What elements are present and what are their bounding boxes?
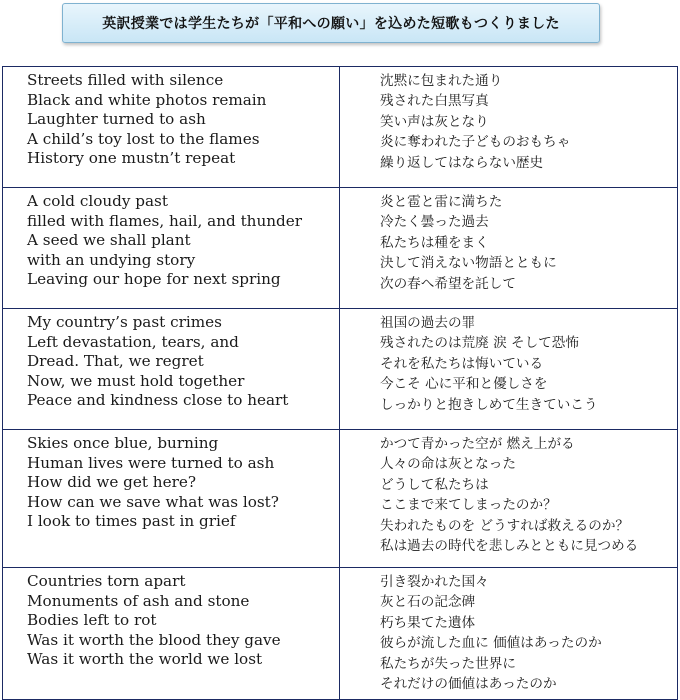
english-line: Left devastation, tears, and (27, 332, 239, 351)
japanese-line: かつて青かった空が 燃え上がる (380, 436, 575, 452)
japanese-line: 彼らが流した血に 価値はあったのか (380, 635, 602, 652)
stanza-row (3, 67, 678, 188)
japanese-line: ここまで来てしまったのか？ (380, 497, 557, 514)
japanese-line: 人々の命は灰となった (380, 456, 516, 473)
english-line: Was it worth the world we lost (27, 650, 263, 669)
japanese-line: 炎に奪われた子どものおもちゃ (380, 134, 571, 151)
english-line: Now, we must hold together (27, 371, 245, 390)
japanese-line: しっかりと抱きしめて生きていこう (380, 396, 598, 413)
japanese-line: 祖国の過去の罪 (380, 315, 476, 331)
japanese-line: 私たちは種をまく (380, 234, 489, 251)
japanese-line: どうして私たちは (380, 476, 489, 493)
japanese-stanza (340, 67, 678, 188)
english-stanza (3, 430, 340, 568)
english-line: Monuments of ash and stone (27, 591, 250, 610)
english-line: Streets filled with silence (27, 71, 224, 89)
japanese-line: それを私たちは悔いている (380, 355, 544, 372)
japanese-line: 灰と石の記念碑 (380, 594, 476, 611)
stanza-row (3, 430, 678, 568)
poem-table (2, 66, 678, 700)
japanese-line: 残された白黒写真 (380, 93, 489, 110)
english-line: filled with flames, hail, and thunder (27, 211, 302, 230)
english-line: Human lives were turned to ash (27, 453, 275, 472)
stanza-row (3, 188, 678, 309)
english-line: History one mustn’t repeat (27, 149, 236, 168)
japanese-line: 炎と雹と雷に満ちた (380, 194, 503, 210)
english-line: Countries torn apart (27, 572, 186, 590)
japanese-line: 決して消えない物語とともに (380, 255, 557, 272)
english-stanza (3, 568, 340, 700)
japanese-line: 私たちが失った世界に (380, 655, 516, 672)
japanese-stanza (340, 188, 678, 309)
stanza-row (3, 309, 678, 430)
english-line: Bodies left to rot (27, 611, 157, 630)
english-line: My country’s past crimes (27, 313, 222, 331)
title-banner (62, 3, 600, 43)
english-line: A seed we shall plant (27, 231, 191, 250)
english-line: Leaving our hope for next spring (27, 270, 281, 289)
english-stanza (3, 188, 340, 309)
english-line: A cold cloudy past (27, 192, 168, 210)
japanese-line: 繰り返してはならない歴史 (380, 154, 544, 171)
japanese-line: 残されたのは荒廃 涙 そして恐怖 (380, 335, 579, 352)
english-line: Skies once blue, burning (27, 434, 219, 452)
english-line: with an undying story (27, 250, 196, 269)
japanese-line: 冷たく曇った過去 (380, 214, 489, 231)
english-line: I look to times past in grief (27, 512, 236, 531)
japanese-stanza (340, 568, 678, 700)
japanese-line: 沈黙に包まれた通り (380, 73, 503, 89)
english-line: How did we get here? (27, 473, 196, 492)
english-line: Dread. That, we regret (27, 352, 204, 371)
japanese-line: 引き裂かれた国々 (380, 574, 489, 590)
page-title: 英訳授業では学生たちが「平和への願い」を込めた短歌もつくりました (102, 16, 560, 32)
japanese-line: 失われたものを どうすれば救えるのか？ (380, 517, 630, 534)
japanese-line: 次の春へ希望を託して (380, 275, 516, 292)
english-stanza (3, 67, 340, 188)
japanese-line: 私は過去の時代を悲しみとともに見つめる (380, 538, 639, 555)
english-stanza (3, 309, 340, 430)
english-line: A child’s toy lost to the flames (27, 129, 260, 148)
stanza-row (3, 568, 678, 700)
japanese-line: それだけの価値はあったのか (380, 676, 557, 693)
english-line: Peace and kindness close to heart (27, 391, 289, 410)
japanese-stanza (340, 309, 678, 430)
japanese-line: 今こそ 心に平和と優しさを (380, 376, 548, 393)
japanese-line: 笑い声は灰となり (380, 113, 489, 130)
english-line: Laughter turned to ash (27, 110, 206, 129)
english-line: Was it worth the blood they gave (27, 630, 281, 649)
english-line: How can we save what was lost? (27, 492, 279, 511)
english-line: Black and white photos remain (27, 90, 267, 109)
japanese-stanza (340, 430, 678, 568)
japanese-line: 朽ち果てた遺体 (380, 614, 476, 631)
